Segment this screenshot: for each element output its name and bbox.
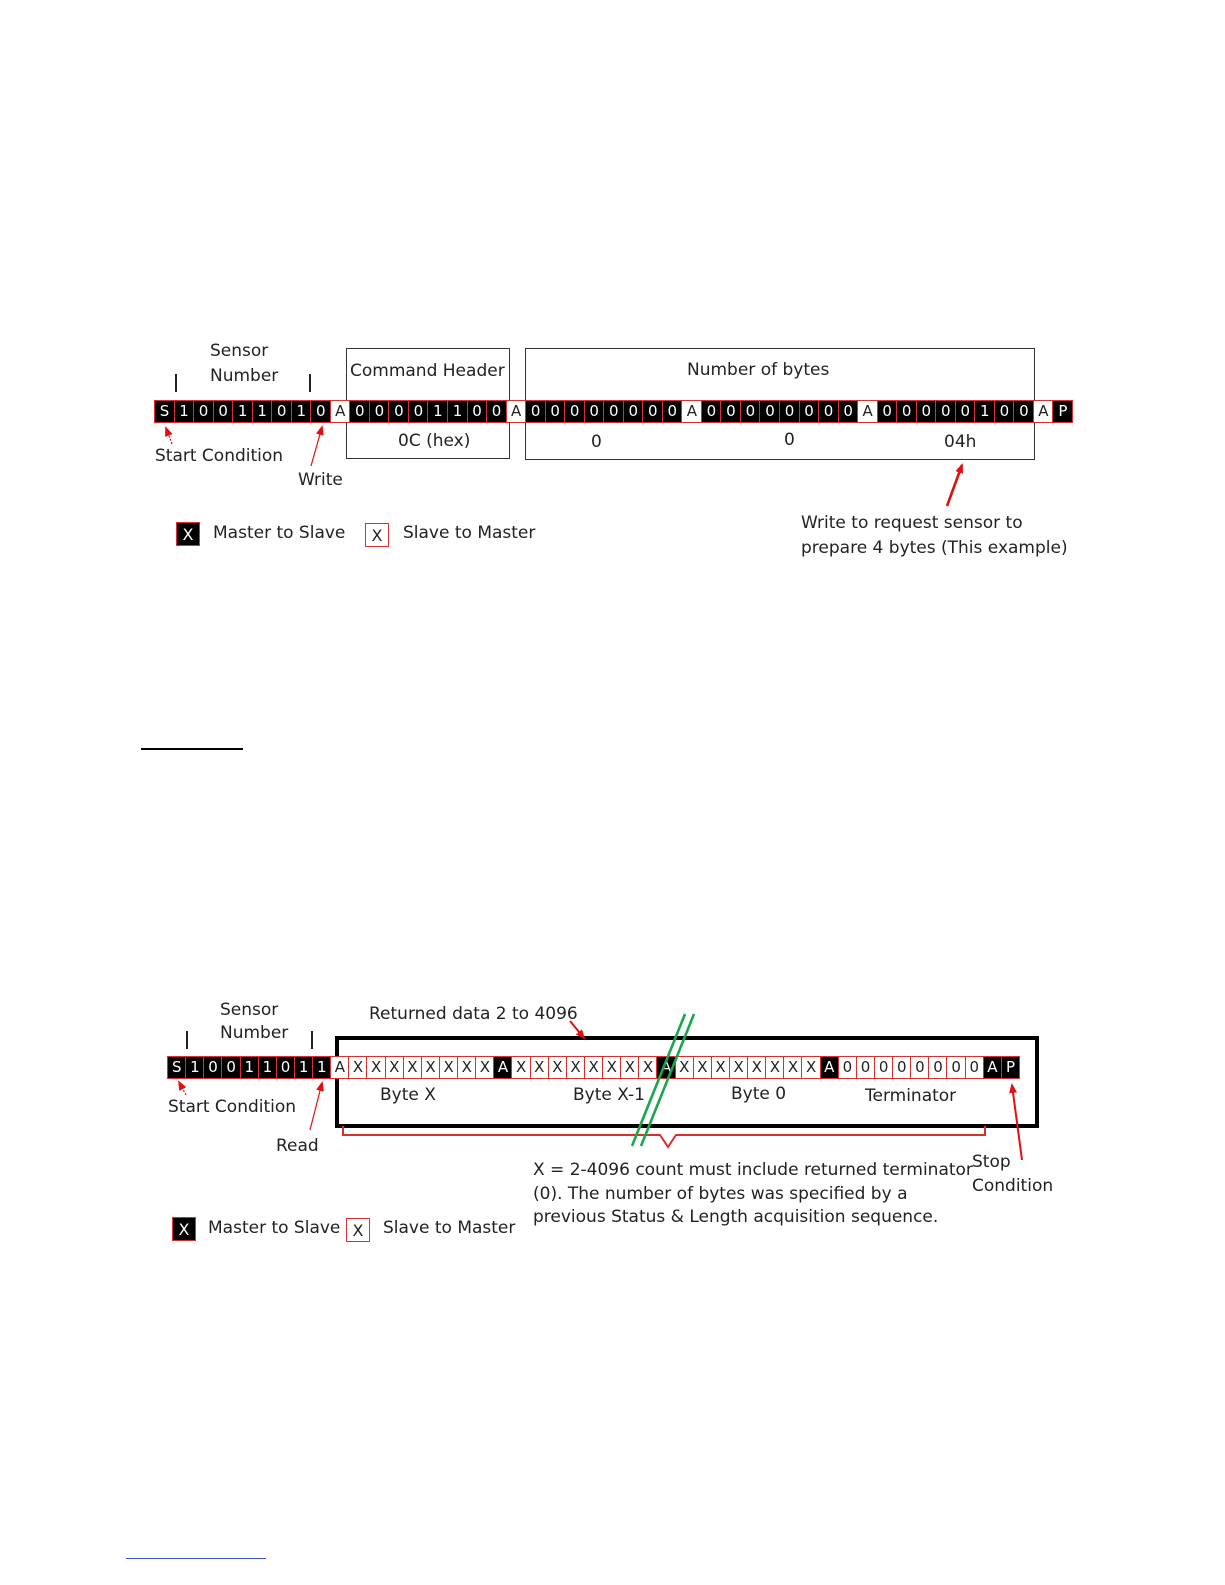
hex-value-label: 0C (hex) (398, 431, 471, 451)
bit-cell-master: 0 (603, 400, 624, 423)
bit-cell-slave: X (548, 1056, 568, 1079)
bit-cell-slave: X (403, 1056, 423, 1079)
bit-cell-master: 0 (203, 1056, 223, 1079)
legend-master-label: Master to Slave (213, 523, 346, 543)
number-of-bytes-label: Number of bytes (687, 360, 830, 380)
start-condition-arrow (179, 1082, 186, 1095)
bit-cell-master: 0 (564, 400, 585, 423)
bit-cell-slave: 0 (892, 1056, 912, 1079)
start-condition-label: Start Condition (168, 1097, 297, 1117)
bit-cell-master: 0 (994, 400, 1015, 423)
bit-cell-slave: X (693, 1056, 713, 1079)
stop-condition-line2: Condition (972, 1176, 1054, 1196)
stop-condition-line1: Stop (972, 1152, 1011, 1172)
bit-cell-slave: X (765, 1056, 785, 1079)
bit-cell-master: 0 (408, 400, 429, 423)
bit-cell-slave: X (783, 1056, 803, 1079)
bit-cell-master: 1 (291, 400, 312, 423)
legend-master-label: Master to Slave (208, 1218, 341, 1238)
bit-cell-slave: A (506, 400, 527, 423)
bit-cell-master: 0 (1013, 400, 1034, 423)
sensor-number-label-line2: Number (220, 1023, 289, 1043)
note-line2: (0). The number of bytes was specified by a (533, 1184, 908, 1204)
terminator-label: Terminator (865, 1086, 957, 1106)
bit-cell-slave: 0 (928, 1056, 948, 1079)
start-condition-label: Start Condition (155, 446, 284, 466)
byte-label-0: Byte 0 (731, 1084, 787, 1104)
bit-cell-master: 0 (896, 400, 917, 423)
bit-cell-master: P (1001, 1056, 1021, 1079)
note-arrow (947, 465, 962, 506)
bit-cell-master: P (1052, 400, 1073, 423)
bit-cell-master: 0 (310, 400, 331, 423)
bit-cell-slave: X (439, 1056, 459, 1079)
sensor-number-label-line1: Sensor (210, 341, 269, 361)
bit-cell-master: 1 (252, 400, 273, 423)
bit-cell-master: 0 (799, 400, 820, 423)
note-line2: prepare 4 bytes (This example) (801, 538, 1068, 558)
bit-cell-master: S (154, 400, 175, 423)
bit-cell-master: A (493, 1056, 513, 1079)
bit-cell-slave: X (711, 1056, 731, 1079)
note-line3: previous Status & Length acquisition sequence. (533, 1207, 939, 1227)
bit-sequence-write (154, 400, 1072, 423)
bit-cell-master: 0 (818, 400, 839, 423)
bit-cell-master: 0 (877, 400, 898, 423)
bit-cell-master: 0 (486, 400, 507, 423)
bit-cell-slave: 0 (874, 1056, 894, 1079)
write-label: Write (298, 470, 343, 490)
count-brace (343, 1126, 985, 1147)
bit-cell-master: 1 (240, 1056, 260, 1079)
bit-cell-slave: X (475, 1056, 495, 1079)
bit-cell-slave: X (638, 1056, 658, 1079)
byte-label-x: Byte X (380, 1085, 436, 1105)
read-label: Read (276, 1136, 319, 1156)
bit-cell-master: A (820, 1056, 840, 1079)
bit-cell-master: 1 (232, 400, 253, 423)
legend-master-swatch: X (176, 522, 200, 546)
bit-cell-master: 0 (916, 400, 937, 423)
bit-cell-master: 1 (974, 400, 995, 423)
bit-cell-slave: A (857, 400, 878, 423)
bit-cell-slave: X (348, 1056, 368, 1079)
bit-cell-master: 1 (427, 400, 448, 423)
bit-cell-master: 0 (955, 400, 976, 423)
bit-cell-master: 0 (369, 400, 390, 423)
bit-cell-slave: X (602, 1056, 622, 1079)
bit-cell-master: 0 (701, 400, 722, 423)
bit-cell-slave: A (1033, 400, 1054, 423)
bit-cell-master: 0 (838, 400, 859, 423)
command-header-label: Command Header (350, 361, 505, 381)
bit-cell-master: 0 (623, 400, 644, 423)
bit-cell-master: 0 (193, 400, 214, 423)
section-heading-underline (141, 748, 243, 750)
returned-data-box (335, 1036, 1039, 1128)
bit-cell-master: 0 (584, 400, 605, 423)
returned-data-label: Returned data 2 to 4096 (369, 1004, 578, 1024)
write-arrow (311, 427, 322, 466)
bit-cell-master: 0 (935, 400, 956, 423)
bit-cell-slave: X (366, 1056, 386, 1079)
sensor-bracket-right (309, 374, 311, 392)
bit-cell-master: 0 (276, 1056, 296, 1079)
bit-cell-slave: X (511, 1056, 531, 1079)
byte-value-2: 04h (944, 432, 977, 452)
bit-cell-slave: X (747, 1056, 767, 1079)
bit-cell-master: 0 (525, 400, 546, 423)
sensor-number-label-line1: Sensor (220, 1000, 279, 1020)
bit-cell-master: 1 (312, 1056, 332, 1079)
bit-cell-master: 0 (545, 400, 566, 423)
bit-cell-master: 0 (349, 400, 370, 423)
legend-master-swatch: X (172, 1217, 196, 1241)
bit-cell-master: A (983, 1056, 1003, 1079)
bit-cell-slave: X (584, 1056, 604, 1079)
bit-cell-slave: X (385, 1056, 405, 1079)
bit-cell-slave: X (729, 1056, 749, 1079)
bit-cell-master: 1 (185, 1056, 205, 1079)
bit-cell-slave: X (801, 1056, 821, 1079)
start-condition-arrow (166, 428, 172, 444)
read-arrow (310, 1083, 322, 1130)
legend-slave-label: Slave to Master (383, 1218, 516, 1238)
bit-cell-master: 0 (642, 400, 663, 423)
footnote-separator (126, 1558, 266, 1559)
bit-cell-master: 0 (467, 400, 488, 423)
bit-cell-master: 0 (213, 400, 234, 423)
note-line1: X = 2-4096 count must include returned terminator (533, 1160, 973, 1180)
bit-sequence-read (167, 1056, 1019, 1079)
bit-cell-slave: X (566, 1056, 586, 1079)
bit-cell-master: 0 (388, 400, 409, 423)
byte-value-0: 0 (591, 432, 602, 452)
bit-cell-slave: 0 (946, 1056, 966, 1079)
bit-cell-slave: A (330, 1056, 350, 1079)
bit-cell-slave: X (530, 1056, 550, 1079)
legend-slave-swatch: X (365, 523, 389, 547)
bit-cell-slave: X (421, 1056, 441, 1079)
bit-cell-master: 1 (258, 1056, 278, 1079)
bit-cell-slave: 0 (965, 1056, 985, 1079)
bit-cell-slave: A (681, 400, 702, 423)
bit-cell-slave: 0 (856, 1056, 876, 1079)
sensor-bracket-left (186, 1031, 188, 1049)
bit-cell-master: 0 (720, 400, 741, 423)
bit-cell-master: 0 (271, 400, 292, 423)
sensor-bracket-right (311, 1031, 313, 1049)
bit-cell-slave: X (620, 1056, 640, 1079)
bit-cell-master: 1 (294, 1056, 314, 1079)
bit-cell-slave: X (457, 1056, 477, 1079)
bit-cell-master: 1 (447, 400, 468, 423)
bit-cell-master: 0 (221, 1056, 241, 1079)
bit-cell-master: 0 (759, 400, 780, 423)
byte-value-1: 0 (784, 430, 795, 450)
bit-cell-master: 1 (174, 400, 195, 423)
sensor-number-label-line2: Number (210, 366, 279, 386)
bit-cell-master: S (167, 1056, 187, 1079)
bit-cell-slave: X (675, 1056, 695, 1079)
bit-cell-slave: 0 (910, 1056, 930, 1079)
bit-cell-master: 0 (740, 400, 761, 423)
bit-cell-master: A (656, 1056, 676, 1079)
note-line1: Write to request sensor to (801, 513, 1023, 533)
bit-cell-slave: 0 (838, 1056, 858, 1079)
legend-slave-label: Slave to Master (403, 523, 536, 543)
bit-cell-slave: A (330, 400, 351, 423)
bit-cell-master: 0 (662, 400, 683, 423)
bit-cell-master: 0 (779, 400, 800, 423)
byte-label-x-1: Byte X-1 (573, 1085, 646, 1105)
sensor-bracket-left (175, 374, 177, 392)
legend-slave-swatch: X (346, 1218, 370, 1242)
